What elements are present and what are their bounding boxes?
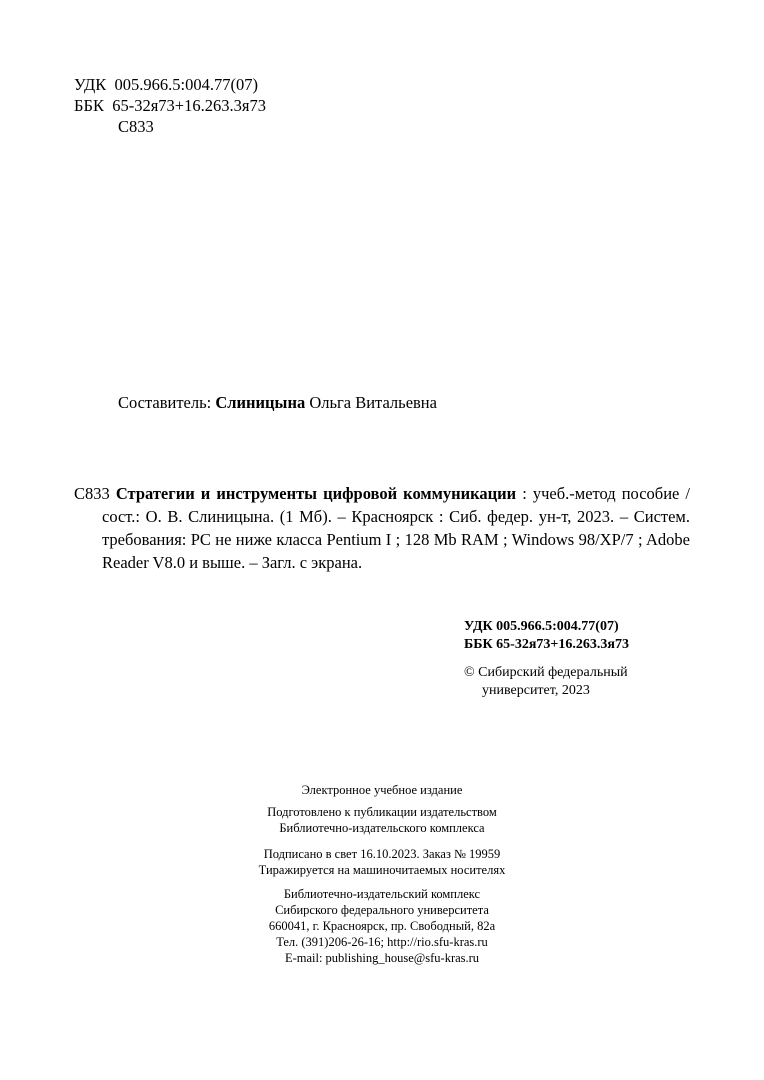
bbk-value: 65-32я73+16.263.3я73 <box>112 96 266 115</box>
publisher-email: E-mail: publishing_house@sfu-kras.ru <box>284 951 480 965</box>
publisher-address: 660041, г. Красноярск, пр. Свободный, 82а <box>268 919 496 933</box>
compiler-surname: Слиницына <box>215 393 306 412</box>
classification-block <box>74 74 266 137</box>
signed-line: Подписано в свет 16.10.2023. Заказ № 19959 <box>263 847 501 861</box>
prepared-line2: Библиотечно-издательского комплекса <box>279 821 485 835</box>
bbk-row <box>74 95 266 116</box>
publisher-line2: Сибирского федерального университета <box>275 903 489 917</box>
edition-type: Электронное учебное издание <box>301 783 463 797</box>
udk-row <box>74 74 266 95</box>
prepared-block <box>0 804 764 836</box>
classification-right <box>464 618 629 654</box>
copyright-line2: университет, 2023 <box>482 683 590 698</box>
publisher-block <box>0 886 764 966</box>
bibliographic-description <box>74 482 690 574</box>
copyright-line1: © Сибирский федеральный <box>464 665 628 680</box>
copies-line: Тиражируется на машиночитаемых носителях <box>258 863 506 877</box>
bbk-label: ББК <box>74 96 104 115</box>
biblio-paragraph <box>74 482 690 574</box>
biblio-mark: С833 <box>74 484 116 503</box>
compiler-names: Ольга Витальевна <box>305 393 437 412</box>
udk-value: 005.966.5:004.77(07) <box>114 75 258 94</box>
author-mark: С833 <box>118 117 154 136</box>
biblio-title: Стратегии и инструменты цифровой коммуникации <box>115 484 517 503</box>
biblio-rest: : учеб.-метод пособие / сост.: О. В. Слиницына. (1 Мб). – Красноярск : Сиб. федер. ун-т, 2023. – Систем. требования: PC не ниже класса Pentium I ; 128 Mb RAM ; Windows 98/XP/7 ; Adobe Reader V8.0 и выше. – Загл. с экрана. <box>102 484 690 572</box>
prepared-line1: Подготовлено к публикации издательством <box>267 805 497 819</box>
signed-block <box>0 846 764 878</box>
bbk-right: ББК 65-32я73+16.263.3я73 <box>464 637 629 652</box>
publisher-phone: Тел. (391)206-26-16; http://rio.sfu-kras.ru <box>276 935 488 949</box>
compiler-line <box>118 393 437 413</box>
udk-label: УДК <box>74 75 107 94</box>
copyright <box>464 664 628 700</box>
udk-right: УДК 005.966.5:004.77(07) <box>464 619 619 634</box>
compiler-label: Составитель: <box>118 393 216 412</box>
publisher-line1: Библиотечно-издательский комплекс <box>283 887 481 901</box>
